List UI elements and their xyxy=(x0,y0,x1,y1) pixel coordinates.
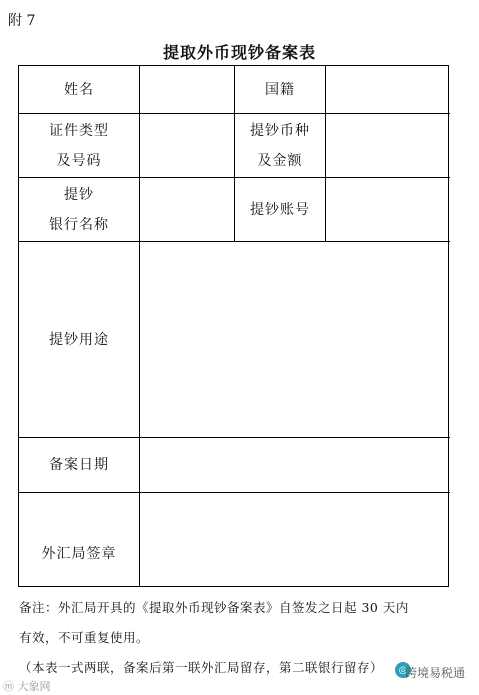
purpose-label: 提钞用途 xyxy=(49,331,109,348)
id-type-label-line1: 证件类型 xyxy=(49,122,109,139)
seal-label: 外汇局签章 xyxy=(41,545,117,562)
bank-name-label xyxy=(19,178,139,241)
filing-form-table xyxy=(18,65,449,587)
seal-field xyxy=(140,493,448,586)
id-type-label-line2: 及号码 xyxy=(56,152,102,169)
remark-line-3: （本表一式两联，备案后第一联外汇局留存，第二联银行留存） xyxy=(19,660,384,675)
account-label: 提钞账号 xyxy=(250,201,310,218)
remark-line-2: 有效，不可重复使用。 xyxy=(19,630,150,645)
nationality-label: 国籍 xyxy=(265,81,295,98)
attachment-label: 附 7 xyxy=(8,13,36,29)
bank-label-line1: 提钞 xyxy=(64,186,94,203)
wechat-logo-icon: ◎ xyxy=(395,662,411,678)
account-field[interactable] xyxy=(326,178,448,241)
currency-amount-field[interactable] xyxy=(326,114,448,177)
id-type-field[interactable] xyxy=(140,114,234,177)
name-field[interactable] xyxy=(140,66,234,113)
filing-date-label: 备案日期 xyxy=(49,457,109,473)
remark-line-1: 备注：外汇局开具的《提取外币现钞备案表》自签发之日起 30 天内 xyxy=(19,600,409,615)
nationality-field[interactable] xyxy=(326,66,448,113)
currency-label xyxy=(235,114,325,177)
watermark-right: 跨境易税通 xyxy=(404,666,465,680)
currency-label-line1: 提钞币种 xyxy=(250,122,310,139)
purpose-field[interactable] xyxy=(140,242,448,437)
currency-label-line2: 及金额 xyxy=(257,152,303,169)
filing-date-field[interactable] xyxy=(140,438,448,492)
bank-name-field[interactable] xyxy=(140,178,234,241)
watermark-left: ⓜ 大象网 xyxy=(3,680,51,693)
form-title: 提取外币现钞备案表 xyxy=(162,43,316,62)
id-type-label xyxy=(19,114,139,177)
bank-label-line2: 银行名称 xyxy=(49,216,109,233)
name-label: 姓名 xyxy=(64,81,94,98)
